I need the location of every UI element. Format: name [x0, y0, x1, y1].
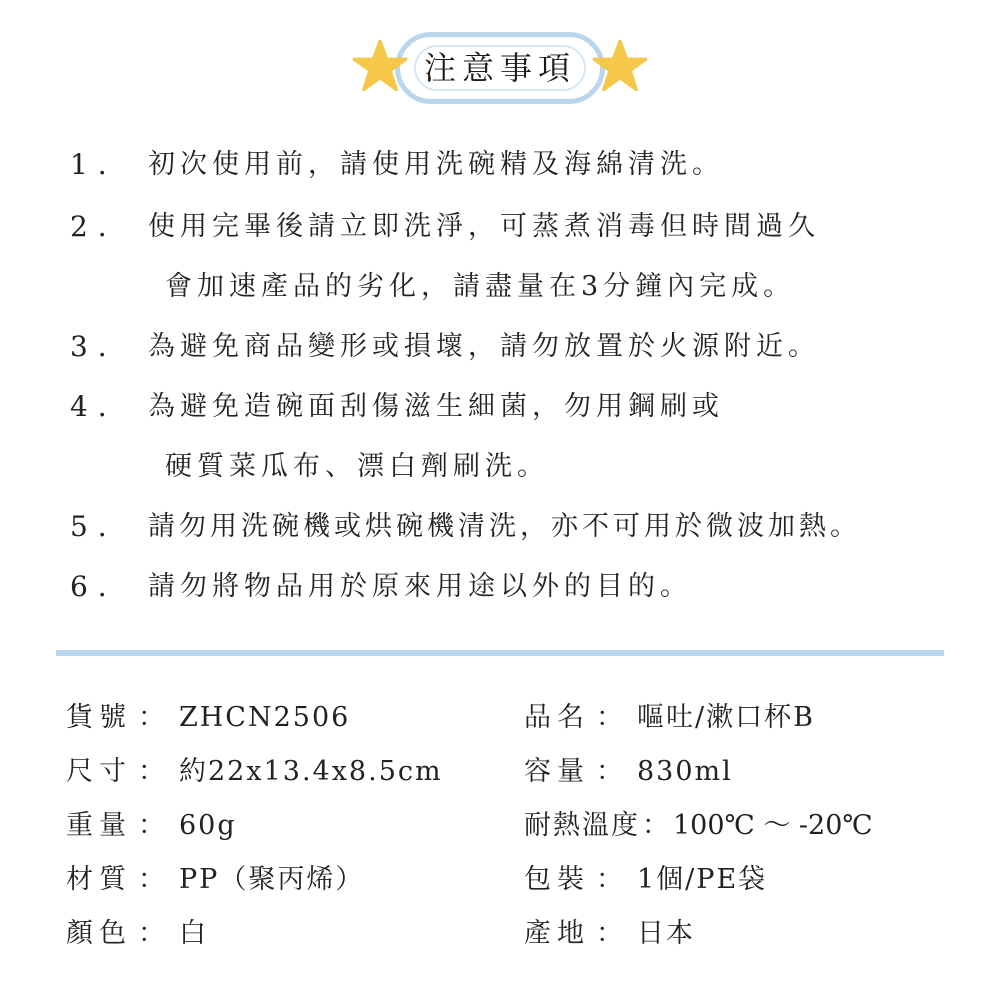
spec-separator: ：: [138, 810, 165, 841]
section-divider: [56, 650, 944, 656]
spec-separator: ：: [138, 918, 165, 949]
note-text: 請勿用洗碗機或烘碗機清洗，亦不可用於微波加熱。: [148, 511, 861, 542]
spec-value: ZHCN2506: [179, 702, 351, 733]
spec-value: 830ml: [637, 756, 733, 787]
note-text: 為避免造碗面刮傷滋生細菌，勿用鋼刷或: [148, 391, 724, 422]
spec-separator: ：: [596, 864, 623, 895]
spec-value: 白: [179, 918, 208, 949]
star-icon: [592, 38, 648, 94]
spec-row-color: [66, 908, 208, 960]
spec-value: 約22x13.4x8.5cm: [179, 756, 443, 787]
spec-label: 顏色: [66, 918, 132, 949]
spec-value: 100℃ ～ -20℃: [673, 810, 873, 841]
spec-separator: ：: [596, 918, 623, 949]
note-number: 6．: [70, 570, 136, 603]
note-text: 為避免商品變形或損壞，請勿放置於火源附近。: [148, 331, 820, 362]
spec-value: 日本: [637, 918, 695, 949]
spec-separator: ：: [596, 702, 623, 733]
spec-row-heat-resistance: [524, 800, 873, 852]
note-number: 2．: [70, 210, 136, 243]
spec-label: 包裝: [524, 864, 590, 895]
spec-label: 尺寸: [66, 756, 132, 787]
spec-row-size: [66, 746, 443, 798]
header: [0, 26, 1000, 116]
spec-separator: ：: [138, 756, 165, 787]
spec-row-origin: [524, 908, 695, 960]
note-text: 會加速產品的劣化，請盡量在3分鐘內完成。: [165, 271, 796, 302]
spec-separator: ：: [596, 756, 623, 787]
star-icon: [352, 38, 408, 94]
spec-row-capacity: [524, 746, 733, 798]
note-text: 使用完畢後請立即洗淨，可蒸煮消毒但時間過久: [148, 211, 820, 242]
page-title: 注意事項: [423, 49, 576, 87]
spec-value: 1個/PE袋: [637, 864, 768, 895]
note-number: 5．: [70, 510, 136, 543]
spec-label: 耐熱溫度: [524, 810, 640, 841]
spec-label: 容量: [524, 756, 590, 787]
note-number: 3．: [70, 330, 136, 363]
spec-row-product-name: [524, 692, 815, 744]
spec-row-packaging: [524, 854, 767, 906]
spec-separator: ：: [138, 864, 165, 895]
spec-label: 貨號: [66, 702, 132, 733]
spec-separator: ：: [642, 810, 669, 841]
spec-row-item-number: [66, 692, 350, 744]
spec-separator: ：: [138, 702, 165, 733]
note-number: 4．: [70, 390, 136, 423]
spec-label: 產地: [524, 918, 590, 949]
note-text: 請勿將物品用於原來用途以外的目的。: [148, 571, 692, 602]
spec-value: 嘔吐/漱口杯B: [637, 702, 815, 733]
spec-label: 重量: [66, 810, 132, 841]
spec-label: 材質: [66, 864, 132, 895]
title-frame: [395, 32, 605, 104]
note-text: 硬質菜瓜布、漂白劑刷洗。: [165, 451, 549, 482]
note-text: 初次使用前，請使用洗碗精及海綿清洗。: [148, 149, 724, 180]
spec-value: PP（聚丙烯）: [179, 864, 365, 895]
spec-row-weight: [66, 800, 237, 852]
spec-value: 60g: [179, 810, 237, 841]
note-number: 1．: [70, 148, 136, 181]
spec-label: 品名: [524, 702, 590, 733]
spec-row-material: [66, 854, 364, 906]
